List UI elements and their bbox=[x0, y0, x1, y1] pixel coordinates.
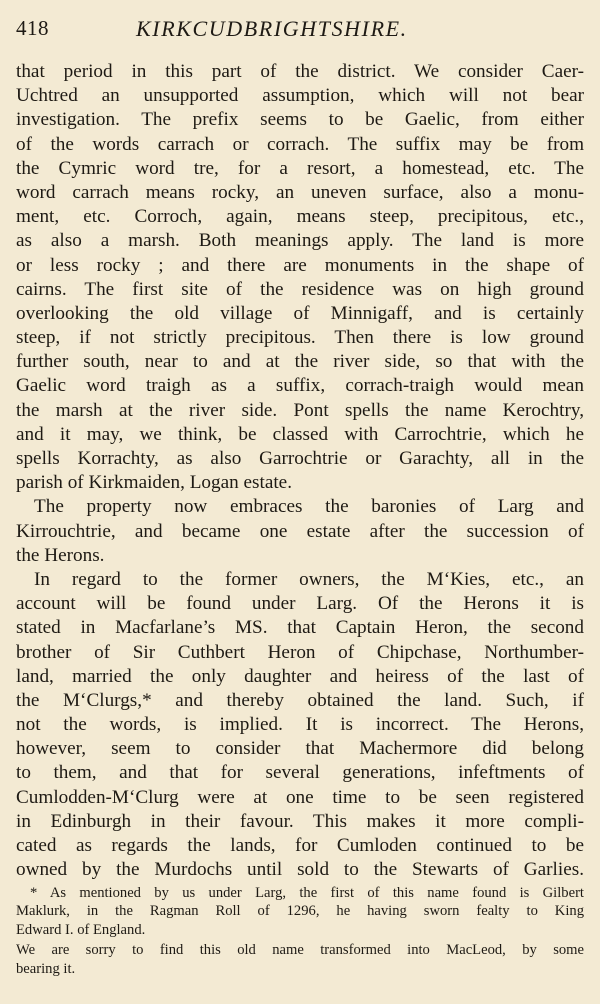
footnote-line: bearing it. bbox=[16, 960, 76, 977]
text-line: owned by the Murdochs until sold to the Stewarts of Garlies. bbox=[16, 859, 584, 881]
footnotes bbox=[16, 884, 584, 978]
text-line: Cumlodden-M‘Clurg were at one time to be seen registered bbox=[16, 786, 584, 808]
text-line: cated as regards the lands, for Cumloden continued to be bbox=[16, 835, 584, 856]
text-line: In regard to the former owners, the M‘Kies, etc., an bbox=[34, 568, 584, 590]
text-line: the Cymric word tre, for a resort, a homestead, etc. The bbox=[16, 157, 584, 179]
text-line: Gaelic word traigh as a suffix, corrach-traigh would mean bbox=[16, 375, 584, 397]
text-line: investigation. The prefix seems to be Gaelic, from either bbox=[16, 109, 584, 131]
text-line: cairns. The first site of the residence was on high ground bbox=[16, 278, 584, 300]
text-line: the M‘Clurgs,* and thereby obtained the land. Such, if bbox=[16, 689, 584, 711]
text-line: parish of Kirkmaiden, Logan estate. bbox=[16, 472, 292, 494]
page-header bbox=[16, 14, 584, 46]
footnote-line: Maklurk, in the Ragman Roll of 1296, he having sworn fealty to King bbox=[16, 903, 584, 920]
footnote-line: Edward I. of England. bbox=[16, 921, 146, 938]
text-line: ment, etc. Corroch, again, means steep, precipitous, etc., bbox=[16, 206, 584, 228]
text-line: not the words, is implied. It is incorrect. The Herons, bbox=[16, 714, 584, 736]
page-number: 418 bbox=[16, 16, 49, 40]
text-line: account will be found under Larg. Of the Herons it is bbox=[16, 593, 584, 615]
text-line: in Edinburgh in their favour. This makes it more compli- bbox=[16, 810, 584, 832]
text-line: spells Korrachty, as also Garrochtrie or Garachty, all in the bbox=[16, 448, 584, 469]
text-line: to them, and that for several generations, infeftments of bbox=[16, 762, 584, 784]
text-line: overlooking the old village of Minnigaff, and is certainly bbox=[16, 302, 584, 324]
text-line: and it may, we think, be classed with Carrochtrie, which he bbox=[16, 423, 584, 445]
text-line: further south, near to and at the river side, so that with the bbox=[16, 351, 584, 373]
text-line: as also a marsh. Both meanings apply. The land is more bbox=[16, 230, 584, 252]
text-line: word carrach means rocky, an uneven surface, also a monu- bbox=[16, 181, 584, 203]
text-line: of the words carrach or corrach. The suffix may be from bbox=[16, 133, 584, 155]
footnote-line: * As mentioned by us under Larg, the first of this name found is Gilbert bbox=[30, 885, 584, 901]
text-line: however, seem to consider that Machermore did belong bbox=[16, 738, 584, 760]
text-line: Kirrouchtrie, and became one estate after the succession of bbox=[16, 520, 584, 542]
text-line: the marsh at the river side. Pont spells the name Kerochtry, bbox=[16, 399, 584, 421]
text-line: the Herons. bbox=[16, 544, 105, 566]
text-line: brother of Sir Cuthbert Heron of Chipchase, Northumber- bbox=[16, 641, 584, 663]
footnote-line: We are sorry to find this old name transformed into MacLeod, by some bbox=[16, 942, 584, 959]
text-line: stated in Macfarlane’s MS. that Captain Heron, the second bbox=[16, 617, 584, 639]
text-line: Uchtred an unsupported assumption, which will not bear bbox=[16, 85, 584, 107]
text-line: that period in this part of the district. We consider Caer- bbox=[16, 61, 584, 82]
text-line: steep, if not strictly precipitous. Then there is low ground bbox=[16, 327, 584, 349]
text-line: The property now embraces the baronies of Larg and bbox=[34, 496, 584, 518]
running-head: KIRKCUDBRIGHTSHIRE. bbox=[136, 16, 408, 41]
text-line: land, married the only daughter and heiress of the last of bbox=[16, 665, 584, 687]
body-text bbox=[16, 60, 584, 882]
text-line: or less rocky ; and there are monuments in the shape of bbox=[16, 254, 584, 276]
